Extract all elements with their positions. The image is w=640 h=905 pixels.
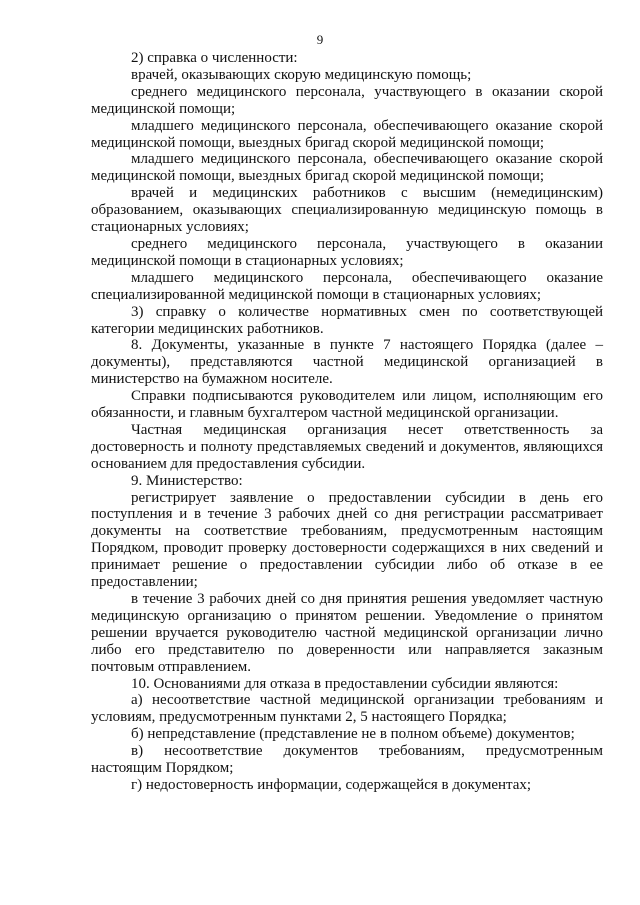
paragraph: среднего медицинского персонала, участвующего в оказании медицинской помощи в стационарных условиях; xyxy=(91,235,603,269)
paragraph: б) непредставление (представление не в полном объеме) документов; xyxy=(131,726,575,743)
paragraph: в течение 3 рабочих дней со дня принятия решения уведомляет частную медицинскую организацию о принятом решении. Уведомление о принятом решении вручается руководителю частной медицинской организации лично либо его представителю по доверенности или направляется заказным почтовым отправлением. xyxy=(91,591,603,675)
paragraph: врачей и медицинских работников с высшим (немедицинским) образованием, оказывающих специализированную медицинскую помощь в стационарных условиях; xyxy=(91,185,603,236)
paragraph: в) несоответствие документов требованиям, предусмотренным настоящим Порядком; xyxy=(91,743,603,777)
paragraph: среднего медицинского персонала, участвующего в оказании скорой медицинской помощи; xyxy=(91,83,603,117)
paragraph: Справки подписываются руководителем или лицом, исполняющим его обязанности, и главным бухгалтером частной медицинской организации. xyxy=(91,388,603,422)
paragraph: а) несоответствие частной медицинской организации требованиям и условиям, предусмотренным пунктами 2, 5 настоящего Порядка; xyxy=(91,692,603,726)
paragraph: Частная медицинская организация несет ответственность за достоверность и полноту представляемых сведений и документов, являющихся основанием для предоставления субсидии. xyxy=(91,421,603,472)
paragraph: 3) справку о количестве нормативных смен по соответствующей категории медицинских работников. xyxy=(91,303,603,337)
paragraph: младшего медицинского персонала, обеспечивающего оказание специализированной медицинской помощи в стационарных условиях; xyxy=(91,269,603,303)
paragraph: 8. Документы, указанные в пункте 7 настоящего Порядка (далее – документы), представляются частной медицинской организацией в министерство на бумажном носителе. xyxy=(91,337,603,388)
paragraph: 10. Основаниями для отказа в предоставлении субсидии являются: xyxy=(131,675,559,692)
paragraph: младшего медицинского персонала, обеспечивающего оказание скорой медицинской помощи, выездных бригад скорой медицинской помощи; xyxy=(91,117,603,151)
paragraph: 9. Министерство: xyxy=(131,472,243,489)
paragraph: 2) справка о численности: xyxy=(131,50,298,66)
page-number: 9 xyxy=(316,32,324,47)
paragraph: врачей, оказывающих скорую медицинскую помощь; xyxy=(131,66,472,83)
paragraph: г) недостоверность информации, содержащейся в документах; xyxy=(131,776,532,793)
document-body xyxy=(91,50,603,794)
paragraph: младшего медицинского персонала, обеспечивающего оказание скорой медицинской помощи, выездных бригад скорой медицинской помощи; xyxy=(91,151,603,185)
paragraph: регистрирует заявление о предоставлении субсидии в день его поступления и в течение 3 рабочих дней со дня регистрации рассматривает документы на соответствие требованиям, предусмотренным настоящим Порядком, проводит проверку достоверности содержащихся в них сведений и принимает решение о предоставлении субсидии либо об отказе в ее предоставлении; xyxy=(91,489,603,591)
